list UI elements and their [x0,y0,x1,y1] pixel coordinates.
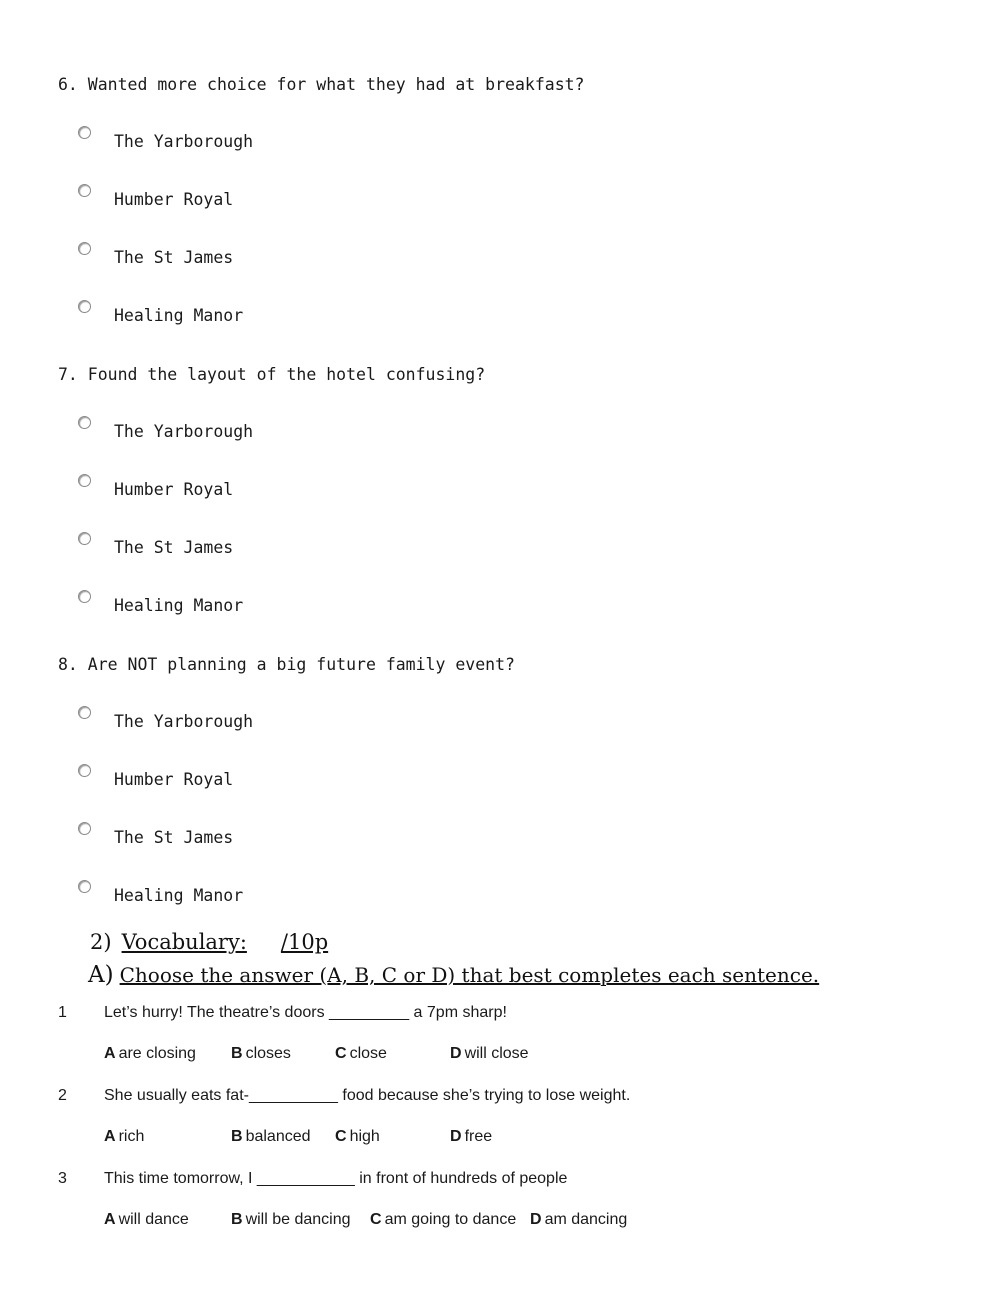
instruction-text: Choose the answer (A, B, C or D) that best completes each sentence. [119,963,820,987]
choice-d[interactable] [450,1045,529,1063]
option-label: Humber Royal [114,770,234,789]
choice-text: rich [118,1128,145,1145]
choice-a[interactable] [104,1211,189,1229]
choice-text: closes [245,1045,291,1062]
choice-letter: A [104,1128,116,1145]
item-sentence: Let’s hurry! The theatre’s doors _________ a 7pm sharp! [104,1004,507,1021]
choice-text: high [349,1128,380,1145]
question-8: 8. Are NOT planning a big future family event? [58,655,515,674]
radio-button[interactable] [78,184,91,197]
choice-letter: D [450,1045,462,1062]
choice-letter: B [231,1128,243,1145]
choice-letter: A [104,1045,116,1062]
option-label: The Yarborough [114,132,254,151]
choice-a[interactable] [104,1128,144,1146]
choice-text: will dance [118,1211,189,1228]
radio-button[interactable] [78,532,91,545]
radio-button[interactable] [78,126,91,139]
choice-text: free [464,1128,493,1145]
choice-letter: C [335,1045,347,1062]
choice-text: are closing [118,1045,196,1062]
option-label: The Yarborough [114,712,254,731]
section-title: Vocabulary: [121,930,247,954]
choice-c[interactable] [335,1128,380,1146]
section-score: /10p [280,930,329,954]
choice-d[interactable] [450,1128,492,1146]
section-instruction [88,962,819,988]
option-label: The St James [114,828,234,847]
option-label: Humber Royal [114,190,234,209]
radio-button[interactable] [78,590,91,603]
choice-c[interactable] [370,1211,516,1229]
radio-button[interactable] [78,764,91,777]
choice-letter: A [104,1211,116,1228]
radio-button[interactable] [78,822,91,835]
part-letter: A) [88,962,114,988]
choice-b[interactable] [231,1211,351,1229]
choice-text: will be dancing [245,1211,351,1228]
choice-c[interactable] [335,1045,387,1063]
radio-button[interactable] [78,300,91,313]
option-label: The St James [114,248,234,267]
choice-letter: C [335,1128,347,1145]
option-label: Humber Royal [114,480,234,499]
option-label: Healing Manor [114,596,244,615]
choice-text: am going to dance [384,1211,517,1228]
choice-letter: B [231,1211,243,1228]
choice-text: will close [464,1045,529,1062]
choice-b[interactable] [231,1128,311,1146]
item-number: 3 [58,1170,67,1187]
radio-button[interactable] [78,416,91,429]
choice-a[interactable] [104,1045,196,1063]
item-number: 2 [58,1087,67,1104]
item-sentence: She usually eats fat-__________ food because she’s trying to lose weight. [104,1087,631,1104]
option-label: Healing Manor [114,306,244,325]
radio-button[interactable] [78,706,91,719]
radio-button[interactable] [78,880,91,893]
item-sentence: This time tomorrow, I ___________ in front of hundreds of people [104,1170,568,1187]
choice-text: am dancing [544,1211,628,1228]
option-label: The Yarborough [114,422,254,441]
choice-letter: D [450,1128,462,1145]
section-heading [90,930,328,954]
choice-letter: B [231,1045,243,1062]
choice-b[interactable] [231,1045,291,1063]
choice-letter: D [530,1211,542,1228]
item-number: 1 [58,1004,67,1021]
choice-text: close [349,1045,387,1062]
question-7: 7. Found the layout of the hotel confusing? [58,365,486,384]
question-6: 6. Wanted more choice for what they had at breakfast? [58,75,585,94]
radio-button[interactable] [78,242,91,255]
choice-text: balanced [245,1128,311,1145]
section-number: 2) [90,930,112,954]
radio-button[interactable] [78,474,91,487]
option-label: Healing Manor [114,886,244,905]
choice-d[interactable] [530,1211,627,1229]
option-label: The St James [114,538,234,557]
choice-letter: C [370,1211,382,1228]
